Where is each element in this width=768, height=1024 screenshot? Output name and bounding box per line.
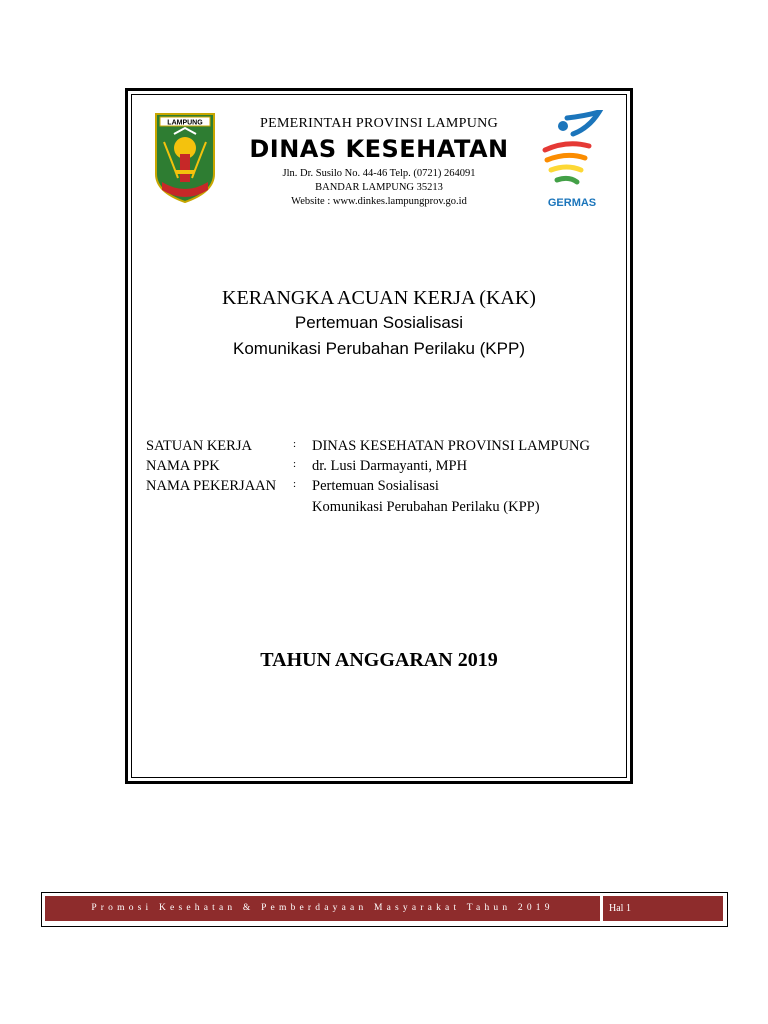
info-separator: : bbox=[293, 438, 297, 450]
cover-frame bbox=[125, 88, 633, 784]
info-separator: : bbox=[293, 478, 297, 490]
document-subtitle-2: Komunikasi Perubahan Perilaku (KPP) bbox=[233, 339, 525, 358]
footer-page-number: Hal 1 bbox=[603, 896, 723, 921]
budget-year: TAHUN ANGGARAN 2019 bbox=[260, 649, 498, 671]
agency-website: Website : www.dinkes.lampungprov.go.id bbox=[291, 196, 467, 207]
agency-address: Jln. Dr. Susilo No. 44-46 Telp. (0721) 264091 bbox=[282, 168, 476, 179]
info-value-nama-pekerjaan: Pertemuan Sosialisasi bbox=[312, 478, 439, 494]
page-footer bbox=[41, 892, 728, 927]
emblem-label: LAMPUNG bbox=[167, 119, 203, 127]
info-value-nama-pekerjaan-cont: Komunikasi Perubahan Perilaku (KPP) bbox=[312, 499, 540, 515]
document-title: KERANGKA ACUAN KERJA (KAK) bbox=[222, 287, 536, 309]
footer-text: Promosi Kesehatan & Pemberdayaan Masyarakat Tahun 2019 bbox=[45, 896, 600, 921]
agency-heading: DINAS KESEHATAN bbox=[249, 135, 509, 163]
document-subtitle-1: Pertemuan Sosialisasi bbox=[294, 313, 464, 332]
government-heading: PEMERINTAH PROVINSI LAMPUNG bbox=[260, 116, 498, 131]
info-label-nama-ppk: NAMA PPK bbox=[146, 458, 220, 474]
germas-logo-icon bbox=[537, 110, 607, 208]
info-label-satuan-kerja: SATUAN KERJA bbox=[146, 438, 252, 454]
info-value-nama-ppk: dr. Lusi Darmayanti, MPH bbox=[312, 458, 468, 474]
info-separator: : bbox=[293, 458, 297, 470]
germas-label: GERMAS bbox=[547, 197, 597, 208]
info-value-satuan-kerja: DINAS KESEHATAN PROVINSI LAMPUNG bbox=[312, 438, 590, 454]
info-label-nama-pekerjaan: NAMA PEKERJAAN bbox=[146, 478, 277, 494]
agency-city: BANDAR LAMPUNG 35213 bbox=[315, 182, 443, 193]
cover-inner-frame bbox=[131, 94, 627, 778]
